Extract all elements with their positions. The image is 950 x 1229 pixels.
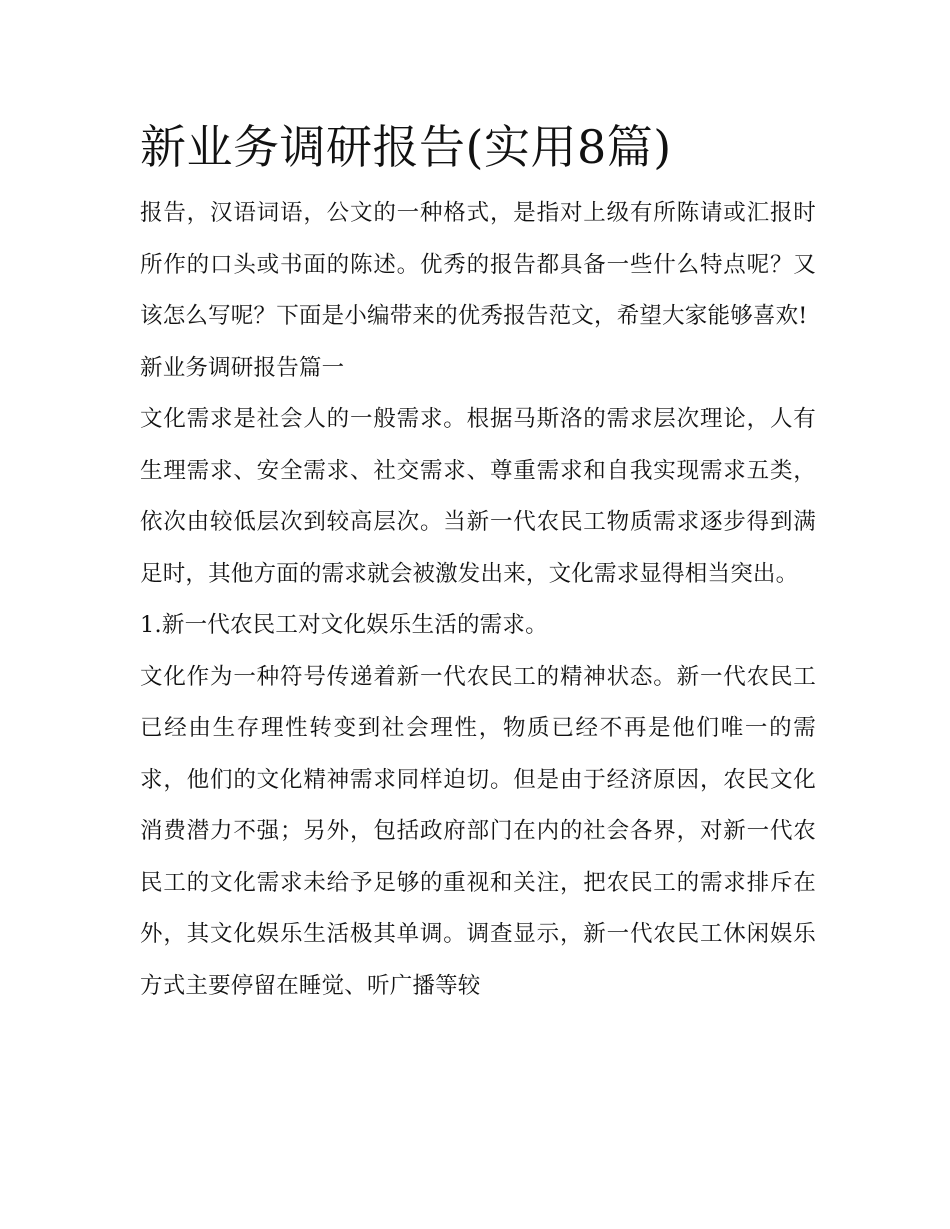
section-heading: 新业务调研报告篇一 (140, 354, 345, 381)
body-paragraph: 文化作为一种符号传递着新一代农民工的精神状态。新一代农民工已经由生存理性转变到社会理性，物质已经不再是他们唯一的需求，他们的文化精神需求同样迫切。但是由于经济原因，农民文化消费潜力不强；另外，包括政府部门在内的社会各界，对新一代农民工的文化需求未给予足够的重视和关注，把农民工的需求排斥在外，其文化娱乐生活极其单调。调查显示，新一代农民工休闲娱乐方式主要停留在睡觉、听广播等较 (140, 663, 816, 999)
document-title: 新业务调研报告(实用8篇) (140, 120, 672, 174)
body-paragraph: 文化需求是社会人的一般需求。根据马斯洛的需求层次理论，人有生理需求、安全需求、社交需求、尊重需求和自我实现需求五类，依次由较低层次到较高层次。当新一代农民工物质需求逐步得到满足时，其他方面的需求就会被激发出来，文化需求显得相当突出。 (140, 406, 816, 587)
document-page (140, 112, 816, 1012)
subsection-heading: 1.新一代农民工对文化娱乐生活的需求。 (140, 612, 548, 638)
intro-paragraph: 报告，汉语词语，公文的一种格式，是指对上级有所陈请或汇报时所作的口头或书面的陈述。优秀的报告都具备一些什么特点呢？又该怎么写呢？下面是小编带来的优秀报告范文，希望大家能够喜欢! (140, 200, 816, 329)
